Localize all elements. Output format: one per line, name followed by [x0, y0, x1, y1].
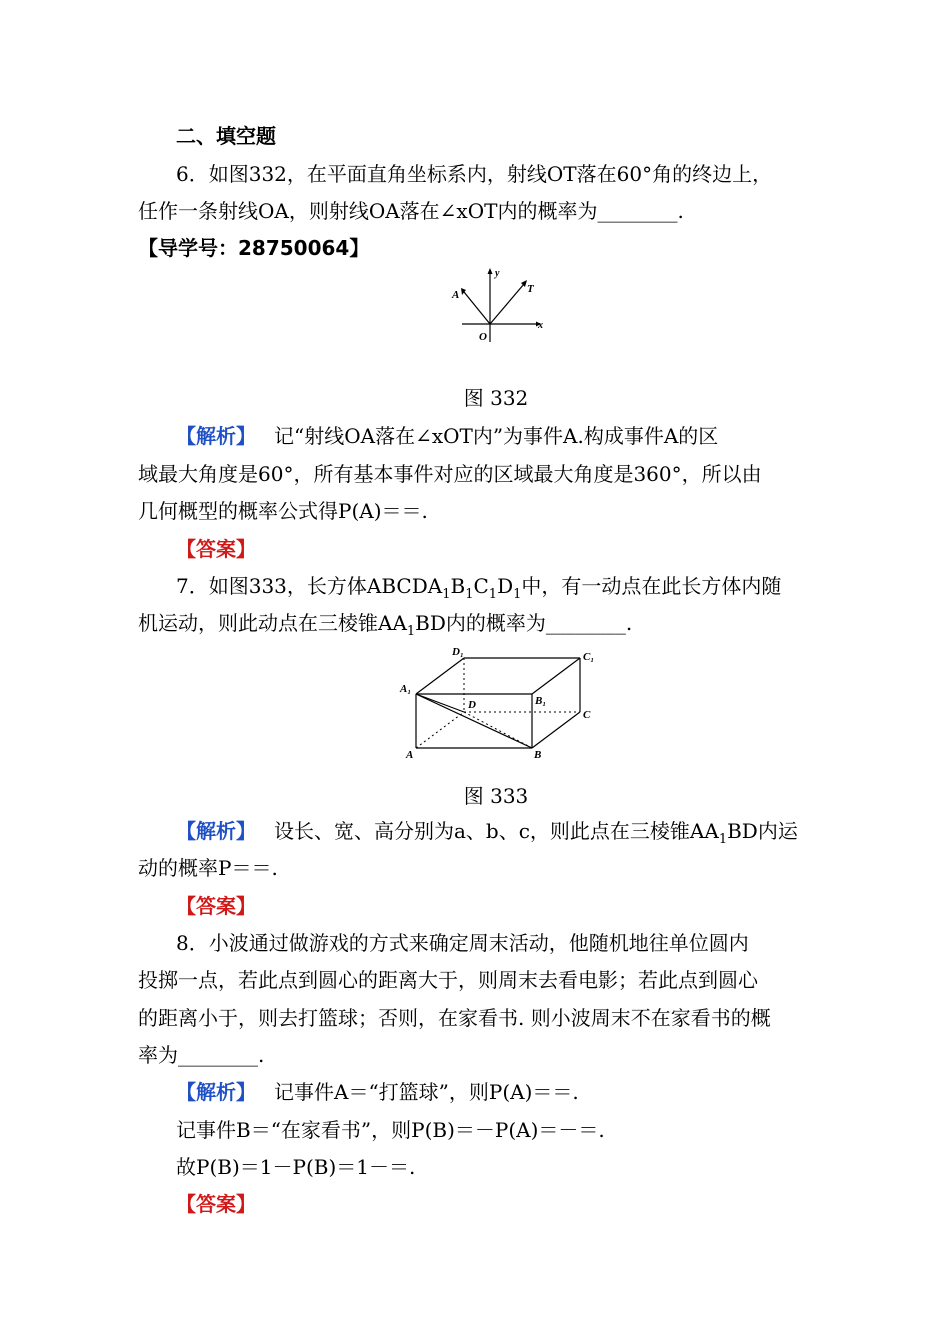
q7-analysis-line-2: 动的概率P＝＝. [138, 856, 278, 880]
hidden-edge-d-b [464, 712, 532, 748]
q8-line-2: 投掷一点，若此点到圆心的距离大于，则周末去看电影；若此点到圆心 [138, 968, 758, 992]
q7-l1-sub4: 1 [513, 587, 522, 602]
q7-l1-d: D [497, 574, 514, 598]
q8-analysis-line-2: 记事件B＝“在家看书”，则P(B)＝－P(A)＝－＝. [176, 1118, 605, 1142]
label-a: A [452, 289, 460, 301]
hidden-edge-a-d [416, 712, 464, 748]
label-a1: A₁ [400, 683, 412, 695]
q7-l2-a: 机运动，则此动点在三棱锥AA [138, 611, 407, 635]
y-axis-arrow [488, 268, 493, 274]
edge-b-c [532, 712, 580, 748]
label-o: O [479, 331, 487, 343]
edge-a1-d1 [416, 658, 464, 694]
q7-l1-e: 中，有一动点在此长方体内随 [521, 574, 782, 598]
caption-332: 图 332 [463, 386, 529, 410]
q6-line-1: 6．如图332，在平面直角坐标系内，射线OT落在60°角的终边上， [176, 162, 773, 186]
caption-333: 图 333 [463, 784, 529, 808]
figure-333 [398, 644, 598, 766]
label-x: x [538, 320, 543, 331]
q7-l1-a: 7．如图333，长方体ABCDA [176, 574, 443, 598]
q6-analysis-text-1: 记“射线OA落在∠xOT内”为事件A.构成事件A的区 [274, 424, 719, 448]
q6-line-2: 任作一条射线OA，则射线OA落在∠xOT内的概率为________. [138, 199, 684, 223]
q7-line-1 [176, 572, 856, 609]
q7-l1-sub2: 1 [465, 587, 474, 602]
label-b1: B₁ [535, 695, 547, 707]
edge-a1-d [416, 694, 464, 712]
label-d1: D₁ [452, 646, 464, 658]
q8-line-4: 率为________. [138, 1043, 265, 1067]
q8-analysis-line-3: 故P(B)＝1－P(B)＝1－＝. [176, 1155, 416, 1179]
label-t: T [527, 283, 534, 295]
label-c: C [583, 709, 591, 721]
figure-332 [440, 262, 560, 352]
q7-analysis-line-1 [176, 817, 856, 854]
q6-answer-tag: 【答案】 [176, 537, 256, 561]
q7-analysis-text-1b: BD内运 [727, 819, 798, 843]
q7-l1-c: C [473, 574, 489, 598]
q6-analysis-line-1 [176, 422, 856, 450]
label-b: B [534, 749, 542, 761]
q7-analysis-tag: 【解析】 [176, 819, 256, 843]
q7-line-2 [138, 609, 818, 646]
q7-l1-sub1: 1 [442, 587, 451, 602]
q7-l1-b: B [450, 574, 466, 598]
guide-number: 【导学号：28750064】 [138, 236, 370, 260]
q7-answer-tag: 【答案】 [176, 894, 256, 918]
label-y: y [495, 268, 500, 279]
q8-analysis-text-1: 记事件A＝“打篮球”，则P(A)＝＝. [274, 1080, 579, 1104]
q8-analysis-tag: 【解析】 [176, 1080, 256, 1104]
q8-analysis-line-1 [176, 1078, 856, 1106]
label-a: A [406, 749, 414, 761]
q8-line-1: 8．小波通过做游戏的方式来确定周末活动，他随机地往单位圆内 [176, 931, 749, 955]
q7-l2-b: BD内的概率为________. [415, 611, 633, 635]
q7-l2-sub: 1 [406, 624, 416, 639]
label-d: D [468, 699, 476, 711]
ray-ot [490, 284, 524, 324]
q8-line-3: 的距离小于，则去打篮球；否则，在家看书. 则小波周末不在家看书的概 [138, 1006, 771, 1030]
q7-l1-sub3: 1 [488, 587, 498, 602]
section-title: 二、填空题 [176, 124, 276, 148]
edge-c1-b1 [532, 658, 580, 694]
q6-analysis-line-2: 域最大角度是60°，所有基本事件对应的区域最大角度是360°，所以由 [138, 462, 762, 486]
q7-analysis-text-1a: 设长、宽、高分别为a、b、c，则此点在三棱锥AA [274, 819, 719, 843]
q6-analysis-tag: 【解析】 [176, 424, 256, 448]
q8-answer-tag: 【答案】 [176, 1192, 256, 1216]
q6-analysis-line-3: 几何概型的概率公式得P(A)＝＝. [138, 499, 428, 523]
q7-analysis-sub: 1 [718, 832, 728, 847]
ray-oa [464, 292, 490, 324]
label-c1: C₁ [583, 651, 595, 663]
